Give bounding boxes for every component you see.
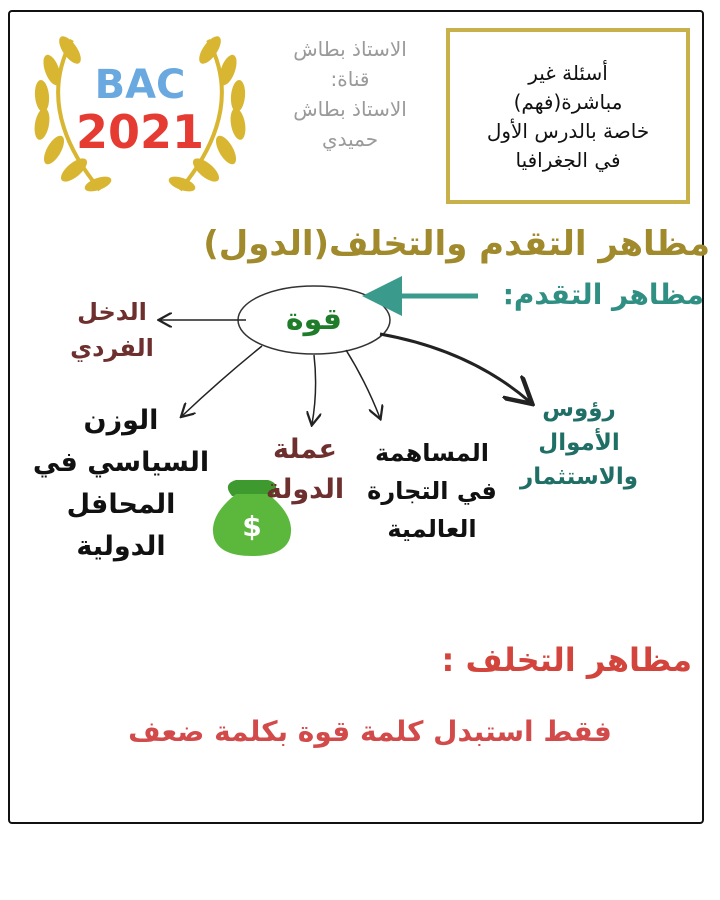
aspect-line: الأموال [538, 430, 620, 456]
arrow-to-trade [346, 350, 380, 418]
question-line: مباشرة(فهم) [513, 89, 623, 114]
teacher-line: الاستاذ بطاش [293, 37, 407, 61]
aspect-capital [504, 392, 654, 494]
aspect-line: الوزن [83, 405, 159, 436]
aspect-trade [362, 434, 502, 548]
aspect-line: الدخل [77, 298, 147, 326]
logo-year-text: 2021 [75, 105, 205, 159]
underdevelopment-label: مظاهر التخلف : [441, 641, 692, 679]
aspect-line: في التجارة [367, 477, 497, 505]
aspect-line: والاستثمار [520, 464, 638, 490]
center-word: قوة [285, 302, 343, 337]
aspect-line: الفردي [70, 334, 154, 362]
aspect-political [26, 400, 216, 568]
arrow-to-currency [312, 355, 316, 424]
aspect-income [52, 294, 172, 366]
aspect-line: رؤوس [542, 396, 616, 422]
aspect-line: المساهمة [374, 439, 490, 467]
replacement-tip: فقط استبدل كلمة قوة بكلمة ضعف [128, 715, 612, 748]
money-bag-symbol: $ [242, 510, 262, 543]
aspect-currency [250, 430, 360, 510]
teacher-credit [262, 34, 438, 154]
aspect-line: عملة [273, 434, 337, 465]
aspect-line: السياسي في [32, 447, 210, 478]
progress-label: مظاهر التقدم: [502, 278, 704, 311]
question-line: أسئلة غير [528, 60, 608, 85]
aspect-line: الدولية [76, 531, 166, 562]
aspect-line: المحافل [66, 489, 176, 520]
page-title: مظاهر التقدم والتخلف(الدول) [203, 224, 710, 264]
aspect-line: الدولة [265, 474, 345, 505]
question-line: خاصة بالدرس الأول [486, 118, 650, 143]
question-line: في الجغرافيا [515, 147, 621, 172]
aspect-line: العالمية [387, 515, 477, 543]
question-box [446, 28, 690, 204]
teacher-line: حميدي [321, 127, 379, 151]
teacher-line: قناة: [330, 67, 370, 91]
logo-bac-text: BAC [94, 62, 186, 108]
teacher-line: الاستاذ بطاش [293, 97, 407, 121]
